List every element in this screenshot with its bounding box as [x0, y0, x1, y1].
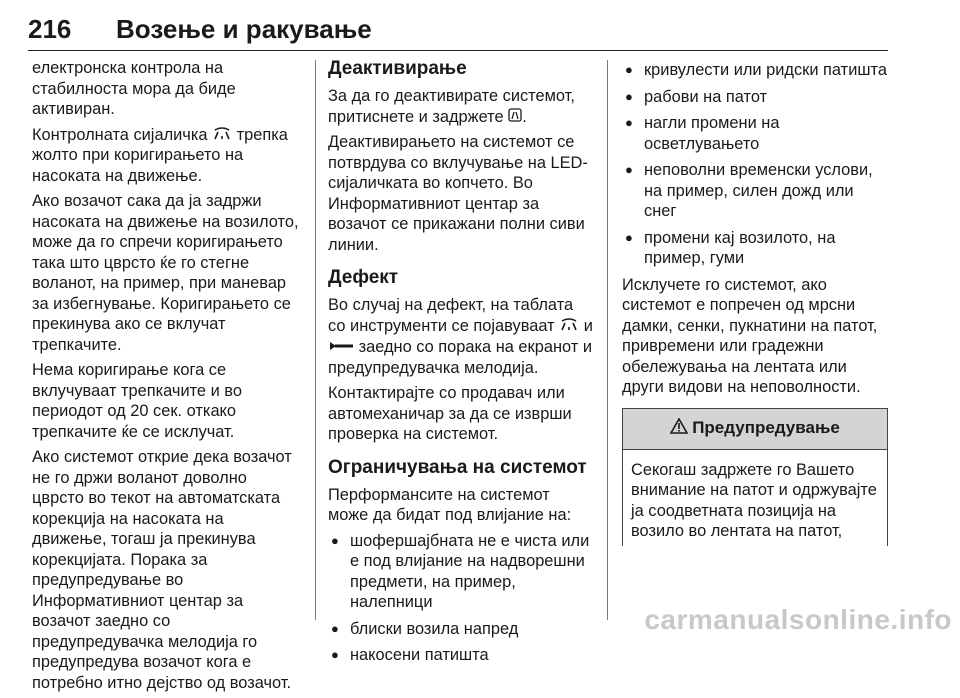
watermark: carmanualsonline.info: [644, 604, 952, 635]
warning-title-bar: [623, 409, 887, 450]
lane-keep-assist-icon: [559, 316, 579, 337]
list-item: ● шофершајбната не е чиста или е под влијание на надворешни предмети, на пример, налепници: [328, 531, 594, 613]
section-heading-limitations: Ограничувања на системот: [328, 456, 587, 478]
text: и: [583, 316, 593, 335]
paragraph: [328, 295, 594, 378]
warning-triangle-icon: [670, 418, 688, 440]
bullet-list: [622, 60, 888, 269]
text: За да го деактивирате системот, притиснете и задржете: [328, 87, 575, 126]
section-heading-fault: Дефект: [328, 267, 399, 289]
text: Во случај на дефект, на таблата со инструменти се појавуваат: [328, 296, 574, 335]
list-item: ● накосени патишта: [328, 645, 594, 666]
list-item: ● кривулести или ридски патишта: [622, 60, 888, 81]
list-item: ● рабови на патот: [622, 87, 888, 108]
section-heading-deactivation: Деактивирање: [328, 58, 467, 79]
paragraph: [32, 125, 302, 187]
warning-title: Предупредување: [692, 418, 840, 438]
warning-body: Секогаш задржете го Вашето внимание на патот и одржувајте ја соодветната позиција на возило во лентата на патот,: [631, 460, 877, 540]
paragraph: Ако системот открие дека возачот не го држи воланот доволно цврсто во текот на автоматската корекција на насоката на движење, тогаш ја прекинува корекцијата. Порака за предупредување во Информативниот центар за возачот заедно со предупредувачка мелодија го предупредува возачот кога е потребно итно дејство од возачот.: [32, 448, 292, 692]
page-header: [28, 0, 888, 51]
page-number: 216: [28, 14, 72, 44]
text-column-middle: [328, 58, 594, 672]
list-item: ● блиски возила напред: [328, 619, 594, 640]
lane-keep-assist-icon: [212, 125, 232, 146]
text: трепка жолто при коригирањето на насоката на движење.: [32, 125, 288, 185]
list-item: ● неповолни временски услови, на пример, силен дожд или снег: [622, 160, 888, 222]
text-column-right: [622, 58, 888, 546]
column-divider: [607, 60, 608, 620]
paragraph: електронска контрола на стабилноста мора да биде активиран.: [32, 59, 236, 118]
paragraph: Перформансите на системот може да бидат под влијание на:: [328, 485, 572, 525]
paragraph: Исклучете го системот, ако системот е попречен од мрсни дамки, сенки, пукнатини на патот, привремени или градежни обележувања на лентата или други видови на неповолности.: [622, 275, 878, 396]
bullet-list: [328, 531, 594, 666]
chapter-title: Возење и ракување: [116, 14, 372, 44]
paragraph: Нема коригирање кога се вклучуваат трепкачите и во периодот од 20 сек. откако трепкачите ќе се исклучат.: [32, 361, 242, 441]
warning-box: [622, 408, 888, 546]
list-item: ● нагли промени на осветлувањето: [622, 113, 888, 154]
text: заедно со порака на екранот и предупредувачка мелодија.: [328, 337, 592, 377]
text-column-left: [32, 58, 302, 698]
paragraph: Ако возачот сака да ја задржи насоката на движење на возилото, може да го спречи коригирањето така што цврсто ќе го стегне воланот, на пример, при маневар за избегнување. Коригирањето се прекинува ако се вклучат трепкачите.: [32, 192, 299, 354]
paragraph: Деактивирањето на системот се потврдува со вклучување на LED-сијаличката во копчето. Во Информативниот центар за возачот се прикажани полни сиви линии.: [328, 133, 588, 254]
paragraph: [328, 86, 594, 127]
lane-keep-button-icon: [508, 107, 522, 128]
paragraph: Контактирајте со продавач или автомеханичар за да се изврши проверка на системот.: [328, 384, 572, 444]
list-item: ● промени кај возилото, на пример, гуми: [622, 228, 888, 269]
text: .: [522, 107, 527, 126]
column-divider: [315, 60, 316, 620]
wrench-service-icon: [328, 337, 354, 358]
text: Контролната сијаличка: [32, 125, 208, 144]
